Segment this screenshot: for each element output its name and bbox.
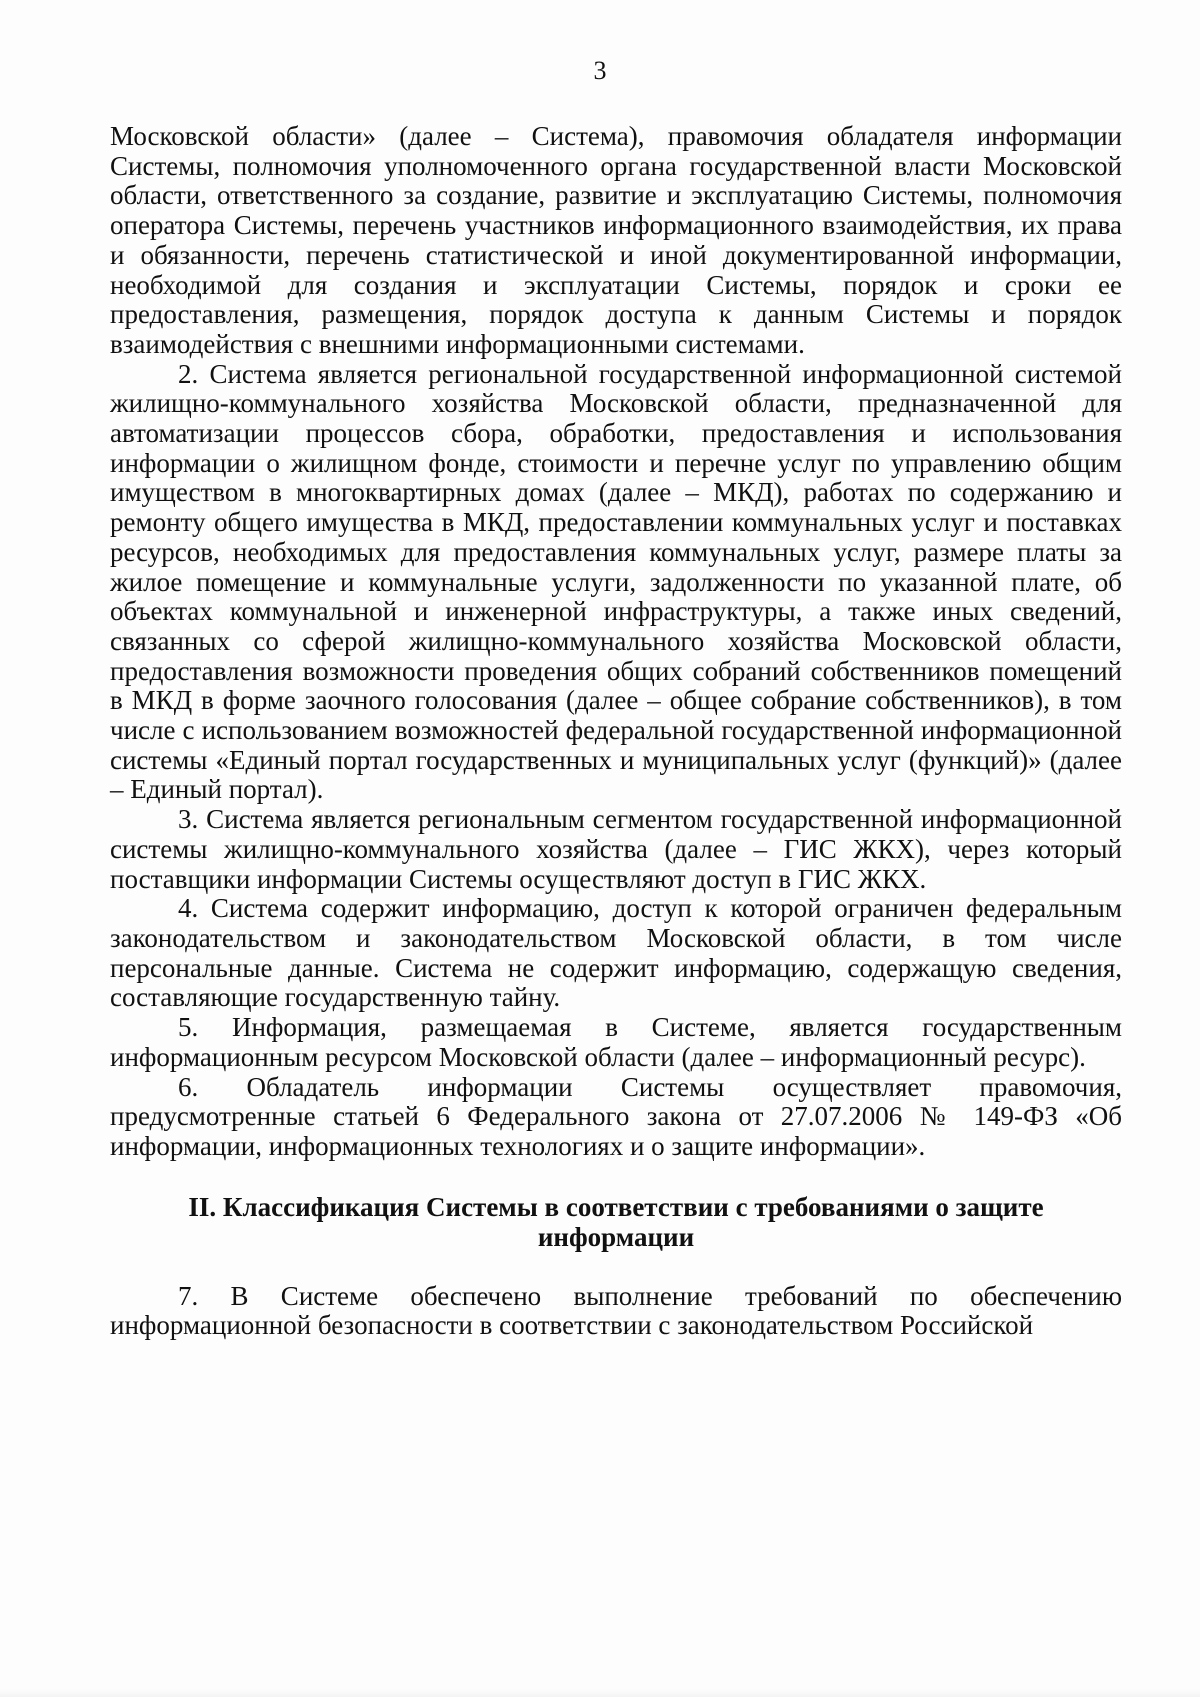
page-number: 3	[593, 56, 607, 85]
paragraph-2: 2. Система является региональной государственной информационной системой жилищно-коммунального хозяйства Московской области, предназначенной для автоматизации процессов сбора, обработки, предоставления и использования информации о жилищном фонде, стоимости и перечне услуг по управлению общим имуществом в многоквартирных домах (далее – МКД), работах по содержанию и ремонту общего имущества в МКД, предоставлении коммунальных услуг и поставках ресурсов, необходимых для предоставления коммунальных услуг, размере платы за жилое помещение и коммунальные услуги, задолженности по указанной плате, об объектах коммунальной и инженерной инфраструктуры, а также иных сведений, связанных со сферой жилищно-коммунального хозяйства Московской области, предоставления возможности проведения общих собраний собственников помещений в МКД в форме заочного голосования (далее – общее собрание собственников), в том числе с использованием возможностей федеральной государственной информационной системы «Единый портал государственных и муниципальных услуг (функций)» (далее – Единый портал).	[110, 358, 1122, 805]
section-heading: II. Классификация Системы в соответствии с требованиями о защите информации	[188, 1191, 1044, 1252]
paragraph-continuation: Московской области» (далее – Система), правомочия обладателя информации Системы, полномочия уполномоченного органа государственной власти Московской области, ответственного за создание, развитие и эксплуатацию Системы, полномочия оператора Системы, перечень участников информационного взаимодействия, их права и обязанности, перечень статистической и иной документированной информации, необходимой для создания и эксплуатации Системы, порядок и сроки ее предоставления, размещения, порядок доступа к данным Системы и порядок взаимодействия с внешними информационными системами.	[110, 121, 1122, 359]
paragraph-4: 4. Система содержит информацию, доступ к которой ограничен федеральным законодательством и законодательством Московской области, в том числе персональные данные. Система не содержит информацию, содержащую сведения, составляющие государственную тайну.	[110, 893, 1122, 1013]
scan-edge-shadow	[0, 1689, 1200, 1697]
paragraph-6: 6. Обладатель информации Системы осуществляет правомочия, предусмотренные статьей 6 Федерального закона от 27.07.2006 № 149-ФЗ «Об информации, информационных технологиях и о защите информации».	[110, 1071, 1122, 1161]
document-body	[110, 122, 1122, 1341]
paragraph-5: 5. Информация, размещаемая в Системе, является государственным информационным ресурсом Московской области (далее – информационный ресурс).	[110, 1012, 1122, 1072]
paragraph-3: 3. Система является региональным сегментом государственной информационной системы жилищно-коммунального хозяйства (далее – ГИС ЖКХ), через который поставщики информации Системы осуществляют доступ в ГИС ЖКХ.	[110, 804, 1122, 894]
paragraph-7: 7. В Системе обеспечено выполнение требований по обеспечению информационной безопасности в соответствии с законодательством Российской	[110, 1280, 1122, 1341]
